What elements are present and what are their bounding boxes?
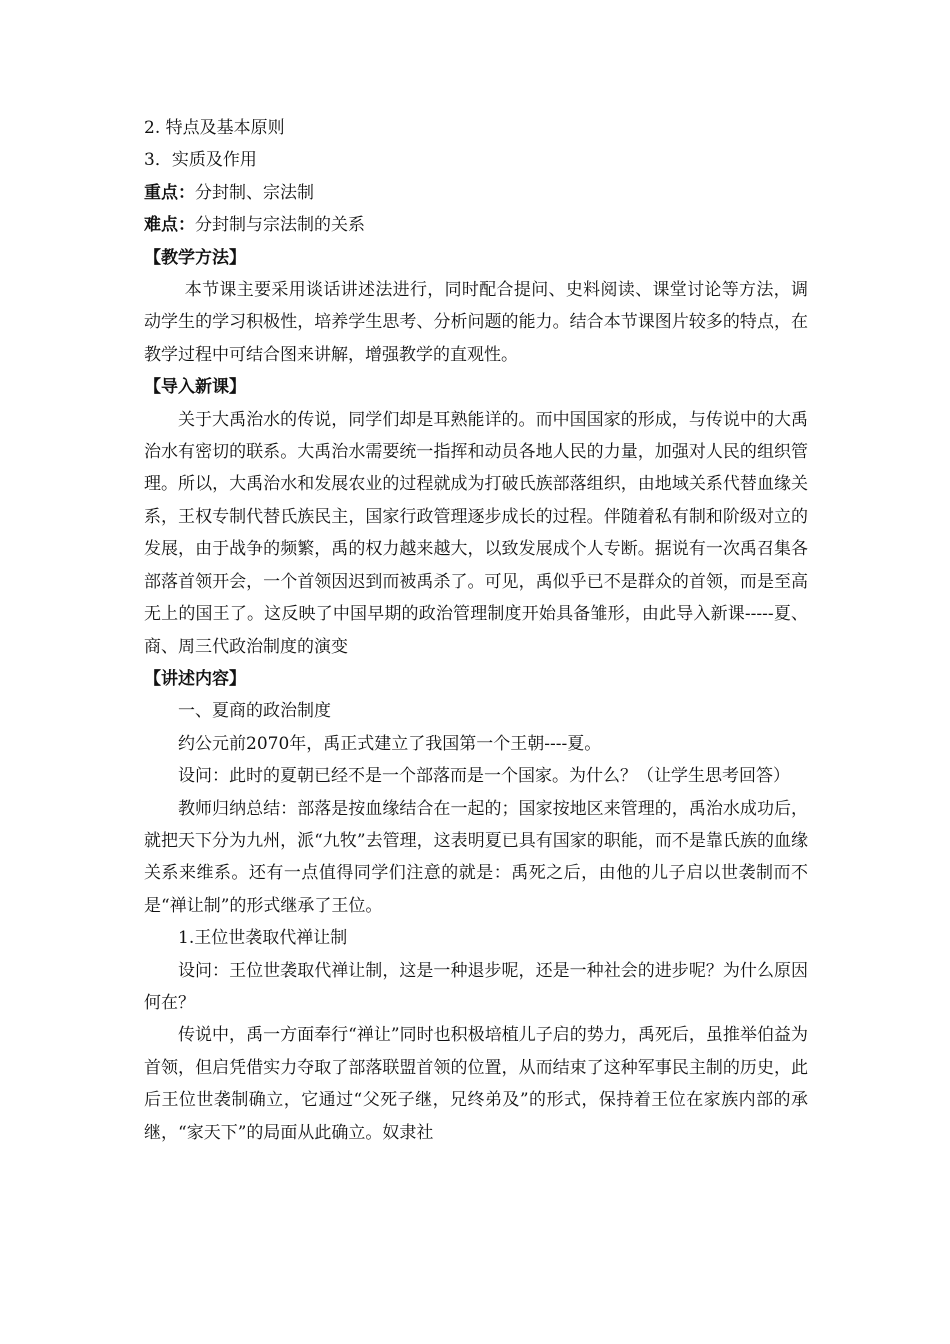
content-item-1: 1.王位世袭取代禅让制 bbox=[178, 928, 348, 949]
difficulties-label: 难点： bbox=[144, 215, 195, 236]
method-paragraph: 本节课主要采用谈话讲述法进行，同时配合提问、史料阅读、课堂讨论等方法，调动学生的学习积极性，培养学生思考、分析问题的能力。结合本节课图片较多的特点，在教学过程中可结合图来讲解，增强教学的直观性。 bbox=[144, 280, 808, 365]
key-points bbox=[144, 177, 808, 209]
method-heading: 【教学方法】 bbox=[144, 247, 246, 268]
content-paragraph-3: 教师归纳总结：部落是按血缘结合在一起的；国家按地区来管理的，禹治水成功后，就把天下分为九州，派“九牧”去管理，这表明夏已具有国家的职能，而不是靠氏族的血缘关系来维系。还有一点值得同学们注意的就是：禹死之后，由他的儿子启以世袭制而不是“禅让制”的形式继承了王位。 bbox=[144, 798, 808, 916]
content-paragraph-5: 传说中，禹一方面奉行“禅让”同时也积极培植儿子启的势力，禹死后，虽推举伯益为首领，但启凭借实力夺取了部落联盟首领的位置，从而结束了这种军事民主制的历史，此后王位世袭制确立，它通过“父死子继，兄终弟及”的形式，保持着王位在家族内部的承继，“家天下”的局面从此确立。奴隶社 bbox=[144, 1025, 808, 1143]
difficulties-text: 分封制与宗法制的关系 bbox=[195, 215, 365, 236]
content-heading: 【讲述内容】 bbox=[144, 668, 246, 689]
document-page bbox=[144, 112, 808, 1149]
content-paragraph-4: 设问：王位世袭取代禅让制，这是一种退步呢，还是一种社会的进步呢？为什么原因何在？ bbox=[144, 960, 808, 1013]
intro-paragraph: 关于大禹治水的传说，同学们却是耳熟能详的。而中国国家的形成，与传说中的大禹治水有密切的联系。大禹治水需要统一指挥和动员各地人民的力量，加强对人民的组织管理。所以，大禹治水和发展农业的过程就成为打破氏族部落组织，由地域关系代替血缘关系，王权专制代替氏族民主，国家行政管理逐步成长的过程。伴随着私有制和阶级对立的发展，由于战争的频繁，禹的权力越来越大，以致发展成个人专断。据说有一次禹召集各部落首领开会，一个首领因迟到而被禹杀了。可见，禹似乎已不是群众的首领，而是至高无上的国王了。这反映了中国早期的政治管理制度开始具备雏形，由此导入新课-----夏、商、周三代政治制度的演变 bbox=[144, 409, 808, 657]
key-points-label: 重点： bbox=[144, 182, 195, 203]
outline-item-3: 3．实质及作用 bbox=[144, 150, 257, 171]
intro-heading: 【导入新课】 bbox=[144, 377, 246, 398]
section-subheading: 一、夏商的政治制度 bbox=[178, 701, 331, 722]
content-paragraph-1: 约公元前2070年，禹正式建立了我国第一个王朝----夏。 bbox=[178, 733, 602, 754]
outline-item-2: 2. 特点及基本原则 bbox=[144, 118, 285, 138]
difficulties bbox=[144, 209, 808, 241]
key-points-text: 分封制、宗法制 bbox=[195, 182, 314, 203]
content-paragraph-2: 设问：此时的夏朝已经不是一个部落而是一个国家。为什么？（让学生思考回答） bbox=[178, 766, 790, 787]
